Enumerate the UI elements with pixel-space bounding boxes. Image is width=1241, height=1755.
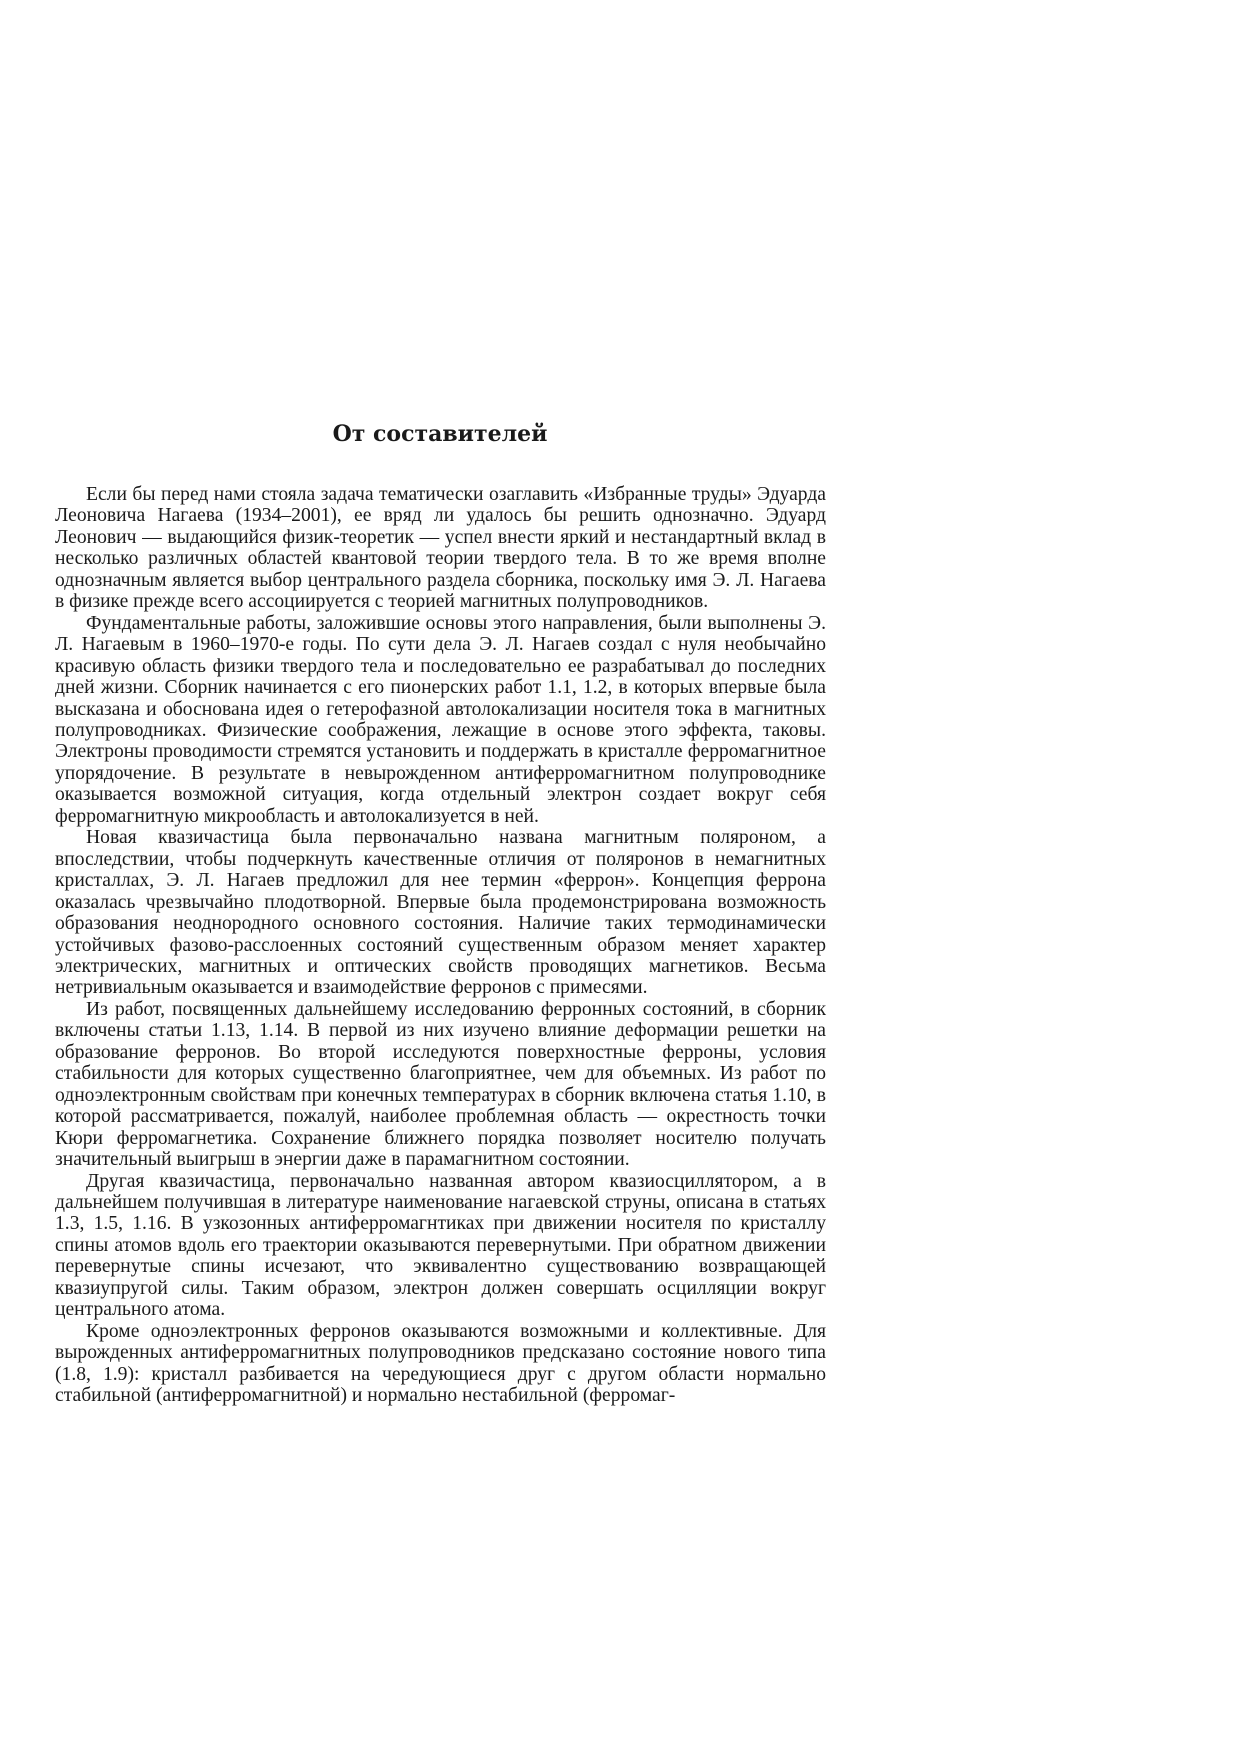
body-text bbox=[55, 484, 826, 1406]
paragraph-4: Из работ, посвященных дальнейшему исследованию ферронных состояний, в сборник включены статьи 1.13, 1.14. В первой из них изучено влияние деформации решетки на образование ферронов. Во второй исследуются поверхностные ферроны, условия стабильности для которых существенно благоприятнее, чем для объемных. Из работ по одноэлектронным свойствам при конечных температурах в сборник включена статья 1.10, в которой рассматривается, пожалуй, наиболее проблемная область — окрестность точки Кюри ферромагнетика. Сохранение ближнего порядка позволяет носителю получать значительный выигрыш в энергии даже в парамагнитном состоянии. bbox=[55, 998, 826, 1171]
paragraph-6: Кроме одноэлектронных ферронов оказываются возможными и коллективные. Для вырожденных антиферромагнитных полупроводников предсказано состояние нового типа (1.8, 1.9): кристалл разбивается на чередующиеся друг с другом области нормально стабильной (антиферромагнитной) и нормально нестабильной (ферромаг- bbox=[55, 1320, 826, 1407]
paragraph-3: Новая квазичастица была первоначально названа магнитным поляроном, а впоследствии, чтобы подчеркнуть качественные отличия от поляронов в немагнитных кристаллах, Э. Л. Нагаев предложил для нее термин «феррон». Концепция феррона оказалась чрезвычайно плодотворной. Впервые была продемонстрирована возможность образования неоднородного основного состояния. Наличие таких термодинамически устойчивых фазово-расслоенных состояний существенным образом меняет характер электрических, магнитных и оптических свойств проводящих магнетиков. Весьма нетривиальным оказывается и взаимодействие ферронов с примесями. bbox=[55, 827, 826, 999]
paragraph-2: Фундаментальные работы, заложившие основы этого направления, были выполнены Э. Л. Нагаевым в 1960–1970-е годы. По сути дела Э. Л. Нагаев создал с нуля необычайно красивую область физики твердого тела и последовательно ее разрабатывал до последних дней жизни. Сборник начинается с его пионерских работ 1.1, 1.2, в которых впервые была высказана и обоснована идея о гетерофазной автолокализации носителя тока в магнитных полупроводниках. Физические соображения, лежащие в основе этого эффекта, таковы. Электроны проводимости стремятся установить и поддержать в кристалле ферромагнитное упорядочение. В результате в невырожденном антиферромагнитном полупроводнике оказывается возможной ситуация, когда отдельный электрон создает вокруг себя ферромагнитную микрообласть и автолокализуется в ней. bbox=[55, 612, 826, 827]
paragraph-5: Другая квазичастица, первоначально названная автором квазиосциллятором, а в дальнейшем получившая в литературе наименование нагаевской струны, описана в статьях 1.3, 1.5, 1.16. В узкозонных антиферромагнтиках при движении носителя по кристаллу спины атомов вдоль его траектории оказываются перевернутыми. При обратном движении перевернутые спины исчезают, что эквивалентно существованию возвращающей квазиупругой силы. Таким образом, электрон должен совершать осцилляции вокруг центрального атома. bbox=[55, 1170, 826, 1321]
page-title: От составителей bbox=[332, 421, 548, 447]
paragraph-1: Если бы перед нами стояла задача тематически озаглавить «Избранные труды» Эдуарда Леоновича Нагаева (1934–2001), ее вряд ли удалось бы решить однозначно. Эдуард Леонович — выдающийся физик-теоретик — успел внести яркий и нестандартный вклад в несколько различных областей квантовой теории твердого тела. В то же время вполне однозначным является выбор центрального раздела сборника, поскольку имя Э. Л. Нагаева в физике прежде всего ассоциируется с теорией магнитных полупроводников. bbox=[55, 484, 826, 613]
